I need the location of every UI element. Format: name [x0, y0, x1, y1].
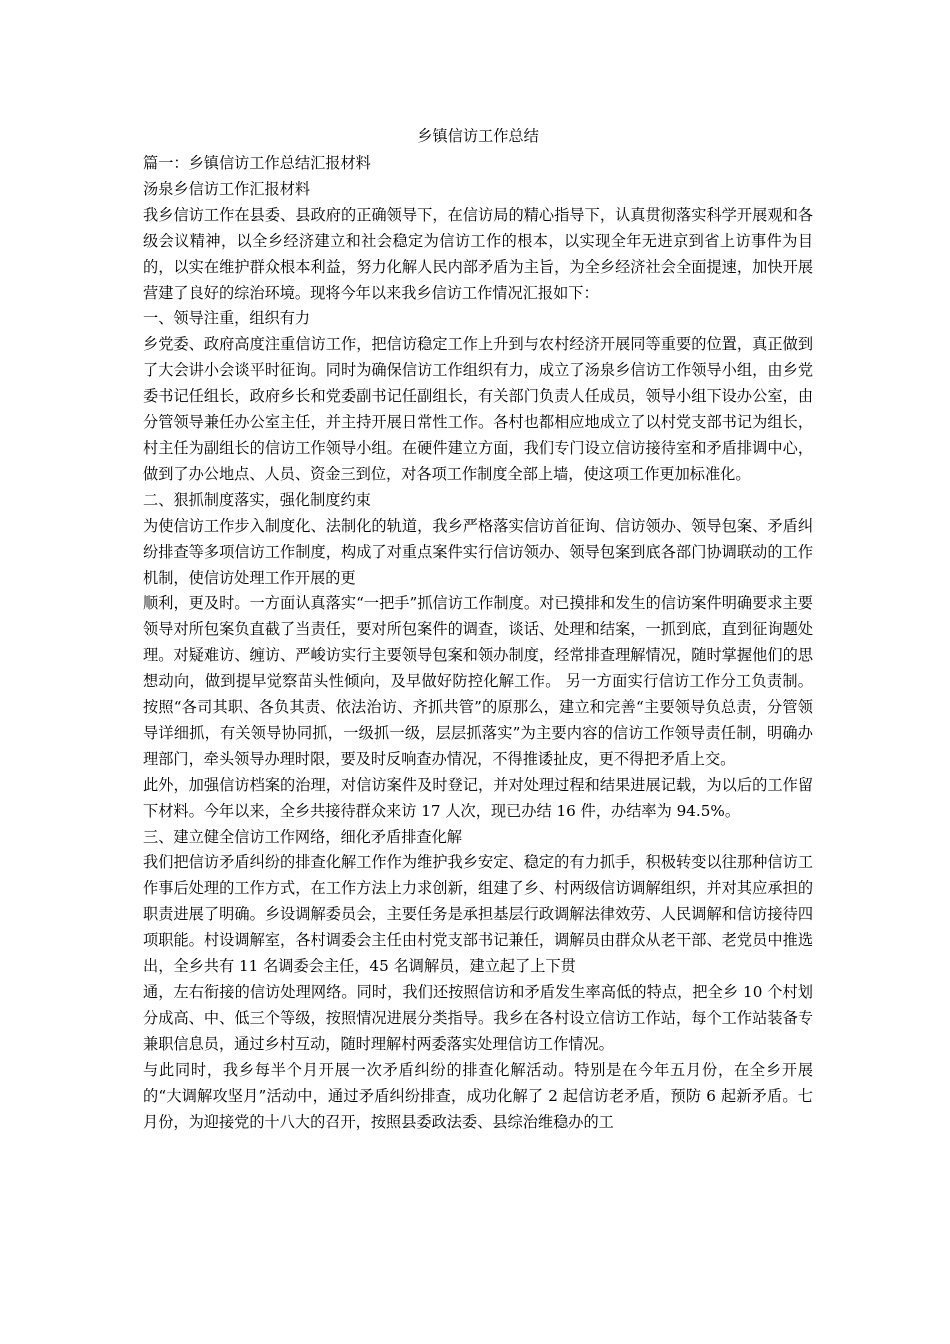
paragraph: 通，左右衔接的信访处理网络。同时，我们还按照信访和矛盾发生率高低的特点，把全乡 10 个村划分成高、中、低三个等级，按照情况进展分类指导。我乡在各村设立信访工作站，每个工作站装备专兼职信息员，通过乡村互动，随时理解村两委落实处理信访工作情况。 [143, 983, 813, 1053]
paragraph: 与此同时，我乡每半个月开展一次矛盾纠纷的排查化解活动。特别是在今年五月份，在全乡开展的“大调解攻坚月”活动中，通过矛盾纠纷排查，成功化解了 2 起信访老矛盾，预防 6 起新矛盾。七月份，为迎接党的十八大的召开，按照县委政法委、县综治维稳办的工 [143, 1060, 813, 1131]
section-heading: 三、建立健全信访工作网络，细化矛盾排查化解 [143, 827, 462, 846]
document-subtitle: 篇一：乡镇信访工作总结汇报材料 [143, 154, 371, 172]
paragraph: 我们把信访矛盾纠纷的排查化解工作作为维护我乡安定、稳定的有力抓手，积极转变以往那种信访工作事后处理的工作方式，在工作方法上力求创新，组建了乡、村两级信访调解组织，并对其应承担的职责进展了明确。乡设调解委员会，主要任务是承担基层行政调解法律效劳、人民调解和信访接待四项职能。村设调解室，各村调委会主任由村党支部书记兼任，调解员由群众从老干部、老党员中推选出，全乡共有 11 名调委会主任，45 名调解员，建立起了上下贯 [143, 853, 813, 976]
document-page [143, 124, 813, 1135]
section-heading: 一、领导注重，组织有力 [143, 309, 311, 328]
paragraph: 为使信访工作步入制度化、法制化的轨道，我乡严格落实信访首征询、信访领办、领导包案、矛盾纠纷排查等多项信访工作制度，构成了对重点案件实行信访领办、领导包案到底各部门协调联动的工作机制，使信访处理工作开展的更 [143, 516, 813, 587]
section-heading: 二、狠抓制度落实，强化制度约束 [143, 490, 371, 509]
document-title: 乡镇信访工作总结 [417, 127, 539, 145]
paragraph: 我乡信访工作在县委、县政府的正确领导下，在信访局的精心指导下，认真贯彻落实科学开展观和各级会议精神，以全乡经济建立和社会稳定为信访工作的根本，以实现全年无进京到省上访事件为目的，以实在维护群众根本利益，努力化解人民内部矛盾为主旨，为全乡经济社会全面提速，加快开展营建了良好的综治环境。现将今年以来我乡信访工作情况汇报如下： [143, 205, 813, 302]
paragraph: 乡党委、政府高度注重信访工作，把信访稳定工作上升到与农村经济开展同等重要的位置，真正做到了大会讲小会谈平时征询。同时为确保信访工作组织有力，成立了汤泉乡信访工作领导小组，由乡党委书记任组长，政府乡长和党委副书记任副组长，有关部门负责人任成员，领导小组下设办公室，由分管领导兼任办公室主任，并主持开展日常性工作。各村也都相应地成立了以村党支部书记为组长，村主任为副组长的信访工作领导小组。在硬件建立方面，我们专门设立信访接待室和矛盾排调中心，做到了办公地点、人员、资金三到位，对各项工作制度全部上墙，使这项工作更加标准化。 [143, 335, 813, 483]
paragraph: 顺利，更及时。一方面认真落实“一把手”抓信访工作制度。对已摸排和发生的信访案件明确要求主要领导对所包案负直截了当责任，要对所包案件的调查，谈话、处理和结案，一抓到底，直到征询题处理。对疑难访、缠访、严峻访实行主要领导包案和领办制度，经常排查理解情况，随时掌握他们的思想动向，做到提早觉察苗头性倾向，及早做好防控化解工作。 另一方面实行信访工作分工负责制。按照“各司其职、各负其责、依法治访、齐抓共管”的原那么，建立和完善“主要领导负总责，分管领导详细抓，有关领导协同抓，一级抓一级，层层抓落实”为主要内容的信访工作领导责任制，明确办理部门，牵头领导办理时限，要及时反响查办情况，不得推诿扯皮，更不得把矛盾上交。 [143, 594, 813, 768]
document-subtitle: 汤泉乡信访工作汇报材料 [143, 179, 311, 198]
paragraph: 此外，加强信访档案的治理，对信访案件及时登记，并对处理过程和结果进展记载，为以后的工作留下材料。今年以来，全乡共接待群众来访 17 人次，现已办结 16 件，办结率为 94.5%。 [143, 775, 813, 820]
